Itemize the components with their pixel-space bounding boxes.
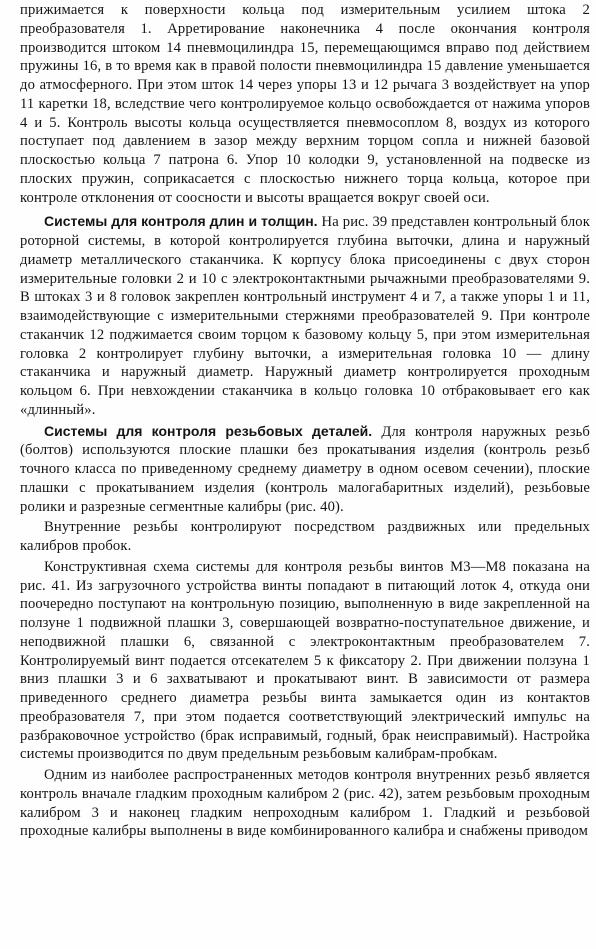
paragraph-text: Для контроля наружных резьб (болтов) используются плоские плашки без прокатывания изделия (контроль резьб точного класса по приведенному среднему диаметру в одном осевом сечении), плоские плашки с прокатыванием изделия (контроль малогабаритных изделий), резьбовые ролики и разрезные сегментные калибры (рис. 40). (20, 423, 590, 515)
paragraph-text: На рис. 39 представлен контрольный блок роторной системы, в которой контролируется глубина выточки, длина и наружный диаметр металлического стаканчика. К корпусу блока присоединены с двух сторон измерительные головки 2 и 10 с электроконтактными рычажными преобразователями 9. В штоках 3 и 8 головок закреплен контрольный инструмент 4 и 7, а также упоры 1 и 11, взаимодействующие с измерительными стержнями преобразователей 9. При контроле стаканчик 12 поджимается своим торцом к базовому кольцу 5, при этом измерительная головка 2 контролирует глубину выточки, а измерительная головка 10 — длину стаканчика и наружный диаметр. Наружный диаметр контролируется проходным кольцом 6. При невхождении стаканчика в кольцо головка 10 отбраковывает его как «длинный». (20, 214, 590, 418)
paragraph-text: прижимается к поверхности кольца под измерительным усилием штока 2 преобразователя 1. Арретирование наконечника 4 после окончания контроля производится штоком 14 пневмоцилиндра 15, перемещающимся вправо под действием пружины 16, в то время как в правой полости пневмоцилиндра 15 давление уменьшается до атмосферного. При этом шток 14 через упоры 13 и 12 рычага 3 воздействует на упор 11 каретки 18, вследствие чего контролируемое кольцо освобождается от нажима упоров 4 и 5. Контроль высоты кольца осуществляется пневмосоплом 8, воздух из которого поступает под давлением в зазор между верхним торцом сопла и нижней базовой плоскостью кольца 7 патрона 6. Упор 10 колодки 9, установленной на подвеске из плоских пружин, соприкасается с плоскостью нижнего торца кольца, которое при контроле отклонения от соосности и высоты вращается вокруг своей оси. (20, 2, 590, 206)
paragraph-text: Одним из наиболее распространенных методов контроля внутренних резьб является контроль вначале гладким проходным калибром 2 (рис. 42), затем резьбовым проходным калибром 3 и наконец гладким непроходным калибром 1. Гладкий и резьбовой проходные калибры выполнены в виде комбинированного калибра и снабжены приводом (20, 767, 590, 840)
section-heading: Системы для контроля резьбовых деталей. (44, 422, 382, 439)
paragraph-screw-thread-system (20, 558, 590, 764)
paragraph-length-thickness-systems (20, 212, 590, 419)
paragraph-internal-threads (20, 518, 590, 556)
paragraph-text: Конструктивная схема системы для контроля резьбы винтов М3—М8 показана на рис. 41. Из загрузочного устройства винты попадают в питающий лоток 4, откуда они поочередно поступают на контрольную позицию, выполненную в виде закрепленной на ползуне 1 подвижной плашки 3, совершающей возвратно-поступательное движение, и неподвижной плашки 6, связанной с электроконтактным преобразователем 7. Контролируемый винт подается отсекателем 5 к фиксатору 2. При движении ползуна 1 вниз плашки 3 и 6 захватывают и прокатывают винт. В зависимости от размера приведенного среднего диаметра резьбы винта замыкается один из контактов преобразователя 7, при этом подается соответствующий электрический импульс на разбраковочное устройство (брак исправимый, годный, брак неисправимый). Настройка системы производится по двум предельным резьбовым калибрам-пробкам. (20, 558, 590, 763)
paragraph-internal-thread-methods (20, 766, 590, 841)
paragraph-threaded-parts-systems (20, 422, 590, 517)
section-heading: Системы для контроля длин и толщин. (44, 213, 322, 230)
paragraph-text: Внутренние резьбы контролируют посредством раздвижных или предельных калибров пробок. (20, 519, 590, 554)
paragraph-ring-control (20, 1, 590, 207)
